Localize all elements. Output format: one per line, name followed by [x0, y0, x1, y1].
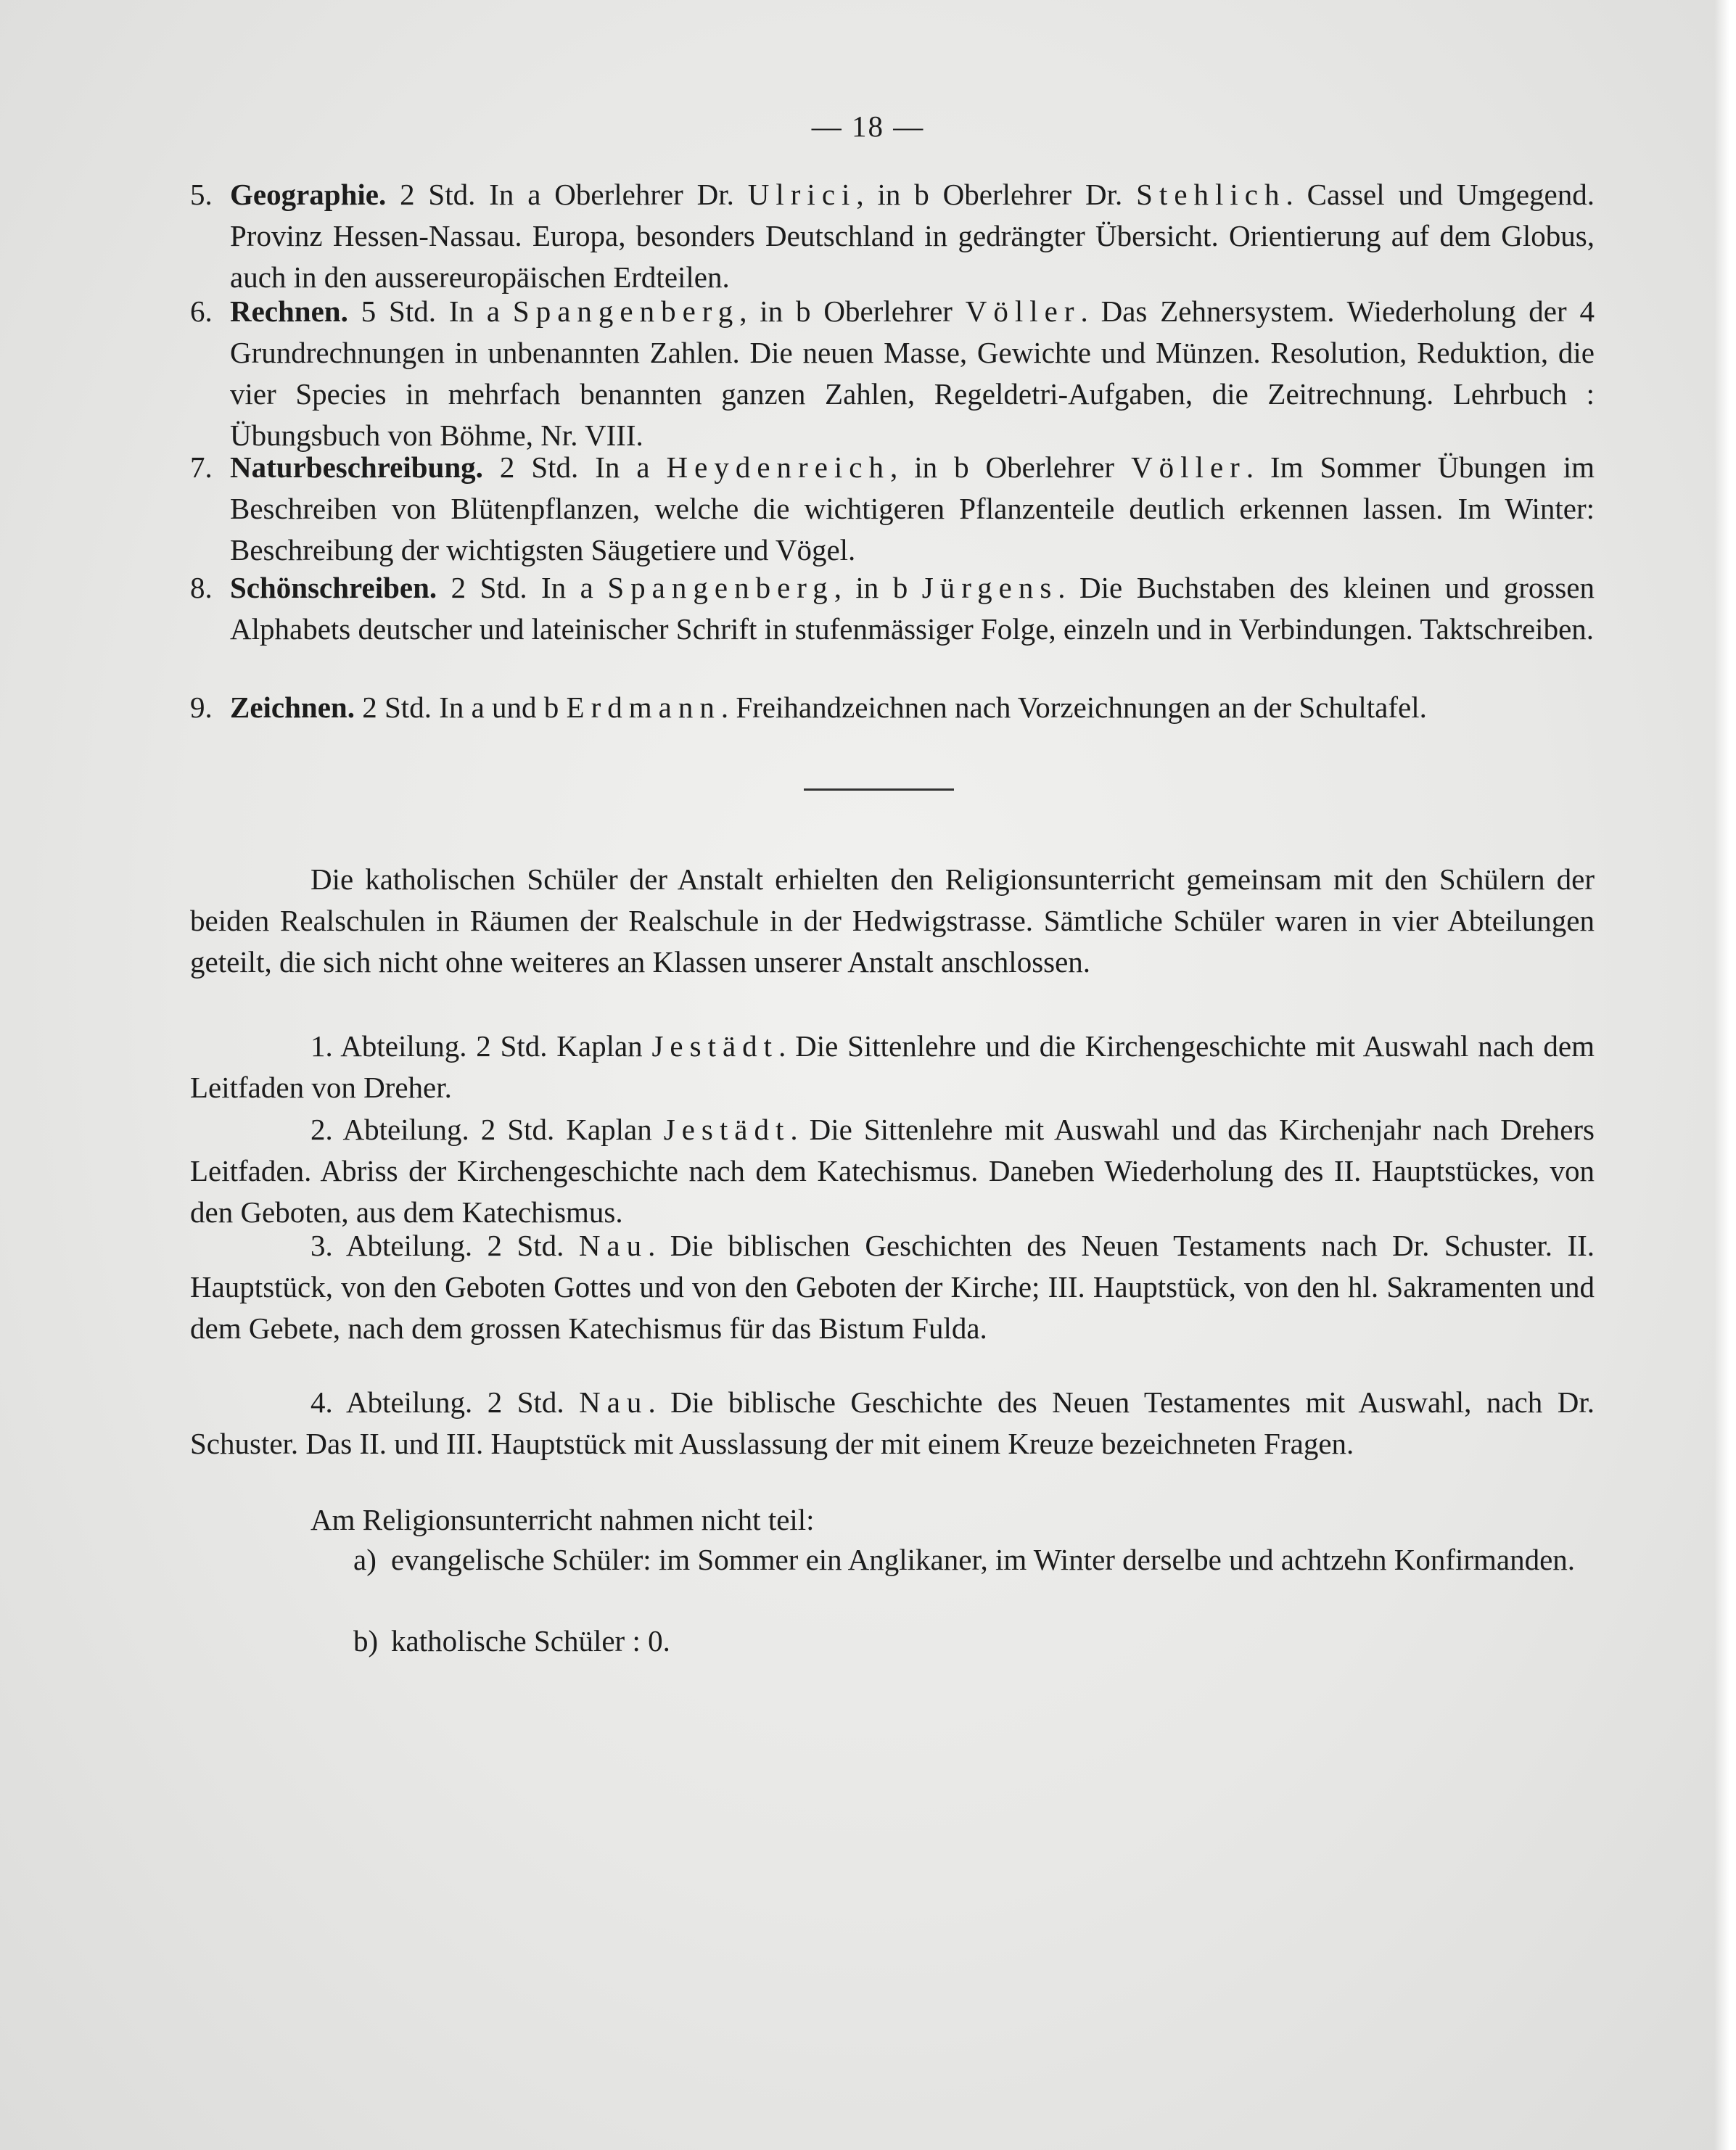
teacher-name: Jestädt [663, 1113, 791, 1146]
text-run: Am Religionsunterricht nahmen nicht teil: [310, 1503, 815, 1536]
subject-item-schoenschreiben [190, 567, 1595, 650]
text-run: 3. Abteilung. 2 Std. [310, 1229, 579, 1262]
text-run: 2 Std. In a [482, 450, 667, 484]
text-run: . Die biblische Geschichte des Neuen Testamentes mit Auswahl, nach Dr. Schuster. Das II. und III. Hauptstück mit Ausslassung der mit einem Kreuze bezeichneten Fragen. [190, 1385, 1595, 1460]
subject-heading: Geographie. [230, 178, 387, 211]
list-item-katholisch [353, 1620, 1595, 1662]
subject-item-naturbeschreibung [190, 447, 1595, 571]
subject-item-rechnen [190, 291, 1595, 456]
list-text: evangelische Schüler: im Sommer ein Anglikaner, im Winter derselbe und achtzehn Konfirmanden. [391, 1543, 1576, 1576]
teacher-name: Nau [578, 1229, 649, 1262]
section-divider [804, 788, 954, 791]
page-number: — 18 — [811, 110, 925, 143]
text-run: 2 Std. In a Oberlehrer Dr. [386, 178, 748, 211]
teacher-name: Nau [579, 1385, 649, 1419]
text-run: , in b [834, 571, 922, 604]
teacher-name: Heydenreich [666, 450, 890, 484]
text-run: 1. Abteilung. 2 Std. Kaplan [310, 1029, 652, 1063]
paragraph-abteilung-4 [190, 1382, 1595, 1465]
item-text [230, 291, 1595, 456]
teacher-name: Stehlich [1136, 178, 1286, 211]
teacher-name: Spangenberg [512, 295, 740, 328]
item-text [230, 447, 1595, 571]
page-edge [1714, 0, 1736, 2150]
text-run: , in b Oberlehrer Dr. [856, 178, 1137, 211]
item-number: 8. [190, 571, 213, 604]
teacher-name: Jestädt [651, 1029, 779, 1063]
subject-item-geographie [190, 174, 1595, 298]
subject-item-zeichnen [190, 687, 1595, 728]
text-run: 4. Abteilung. 2 Std. [310, 1385, 580, 1419]
teacher-name: Erdmann [566, 691, 721, 724]
paragraph-abteilung-1 [190, 1026, 1595, 1108]
text-run: . Die Sittenlehre mit Auswahl und das Kirchenjahr nach Drehers Leitfaden. Abriss der Kirchengeschichte nach dem Katechismus. Daneben Wiederholung des II. Hauptstückes, von den Geboten, aus dem Katechismus. [190, 1113, 1595, 1229]
list-item-evangelisch [353, 1539, 1595, 1581]
text-run: . Die Sittenlehre und die Kirchengeschichte mit Auswahl nach dem Leitfaden von Dreher. [190, 1029, 1595, 1104]
text-run: . Die biblischen Geschichten des Neuen Testaments nach Dr. Schuster. II. Hauptstück, von den Geboten Gottes und von den Geboten der Kirche; III. Hauptstück, von den hl. Sakramenten und dem Gebete, nach dem grossen Katechismus für das Bistum Fulda. [190, 1229, 1595, 1345]
text-run: 2. Abteilung. 2 Std. Kaplan [310, 1113, 664, 1146]
text-run: 5 Std. In a [347, 295, 513, 328]
text-run: 2 Std. In a und b [355, 691, 567, 724]
text-run: , in b Oberlehrer [739, 295, 966, 328]
text-run: 2 Std. In a [437, 571, 608, 604]
text-run: . Im Sommer Übungen im Beschreiben von Blütenpflanzen, welche die wichtigeren Pflanzenteile deutlich erkennen lassen. Im Winter: Beschreibung der wichtigsten Säugetiere und Vögel. [230, 450, 1595, 567]
item-number: 7. [190, 450, 213, 484]
item-text [230, 174, 1595, 298]
paragraph-abteilung-3 [190, 1225, 1595, 1349]
teacher-name: Völler [1131, 450, 1246, 484]
list-label: a) [353, 1543, 377, 1576]
teacher-name: Ulrici [747, 178, 857, 211]
paragraph-nicht-teil [190, 1499, 1595, 1541]
text-run: . Das Zehnersystem. Wiederholung der 4 Grundrechnungen in unbenannten Zahlen. Die neuen Masse, Gewichte und Münzen. Resolution, Reduktion, die vier Species in mehrfach benannten ganzen Zahlen, Regeldetri-Aufgaben, die Zeitrechnung. Lehrbuch : Übungsbuch von Böhme, Nr. VIII. [230, 295, 1595, 452]
text-run: . Freihandzeichnen nach Vorzeichnungen an der Schultafel. [720, 691, 1427, 724]
subject-heading: Schönschreiben. [230, 571, 437, 604]
item-text [230, 567, 1595, 650]
text-run: , in b Oberlehrer [890, 450, 1132, 484]
teacher-name: Jürgens [921, 571, 1058, 604]
item-number: 6. [190, 295, 213, 328]
paragraph-abteilung-2 [190, 1109, 1595, 1233]
item-number: 5. [190, 178, 213, 211]
text-run: . Cassel und Umgegend. Provinz Hessen-Nassau. Europa, besonders Deutschland in gedrängter Übersicht. Orientierung auf dem Globus, auch in den aussereuropäischen Erdteilen. [230, 178, 1595, 294]
list-text: katholische Schüler : 0. [391, 1624, 670, 1657]
text-run: . Die Buchstaben des kleinen und grossen Alphabets deutscher und lateinischer Schrift in stufenmässiger Folge, einzeln und in Verbindungen. Taktschreiben. [230, 571, 1595, 646]
subject-heading: Rechnen. [230, 295, 348, 328]
item-number: 9. [190, 691, 213, 724]
subject-heading: Zeichnen. [230, 691, 355, 724]
teacher-name: Spangenberg [607, 571, 834, 604]
list-label: b) [353, 1624, 379, 1657]
teacher-name: Völler [965, 295, 1081, 328]
item-text [230, 687, 1595, 728]
subject-heading: Naturbeschreibung. [230, 450, 483, 484]
text-run: Die katholischen Schüler der Anstalt erhielten den Religionsunterricht gemeinsam mit den Schülern der beiden Realschulen in Räumen der Realschule in der Hedwigstrasse. Sämtliche Schüler waren in vier Abteilungen geteilt, die sich nicht ohne weiteres an Klassen unserer Anstalt anschlossen. [190, 862, 1595, 979]
paragraph-intro [190, 859, 1595, 983]
